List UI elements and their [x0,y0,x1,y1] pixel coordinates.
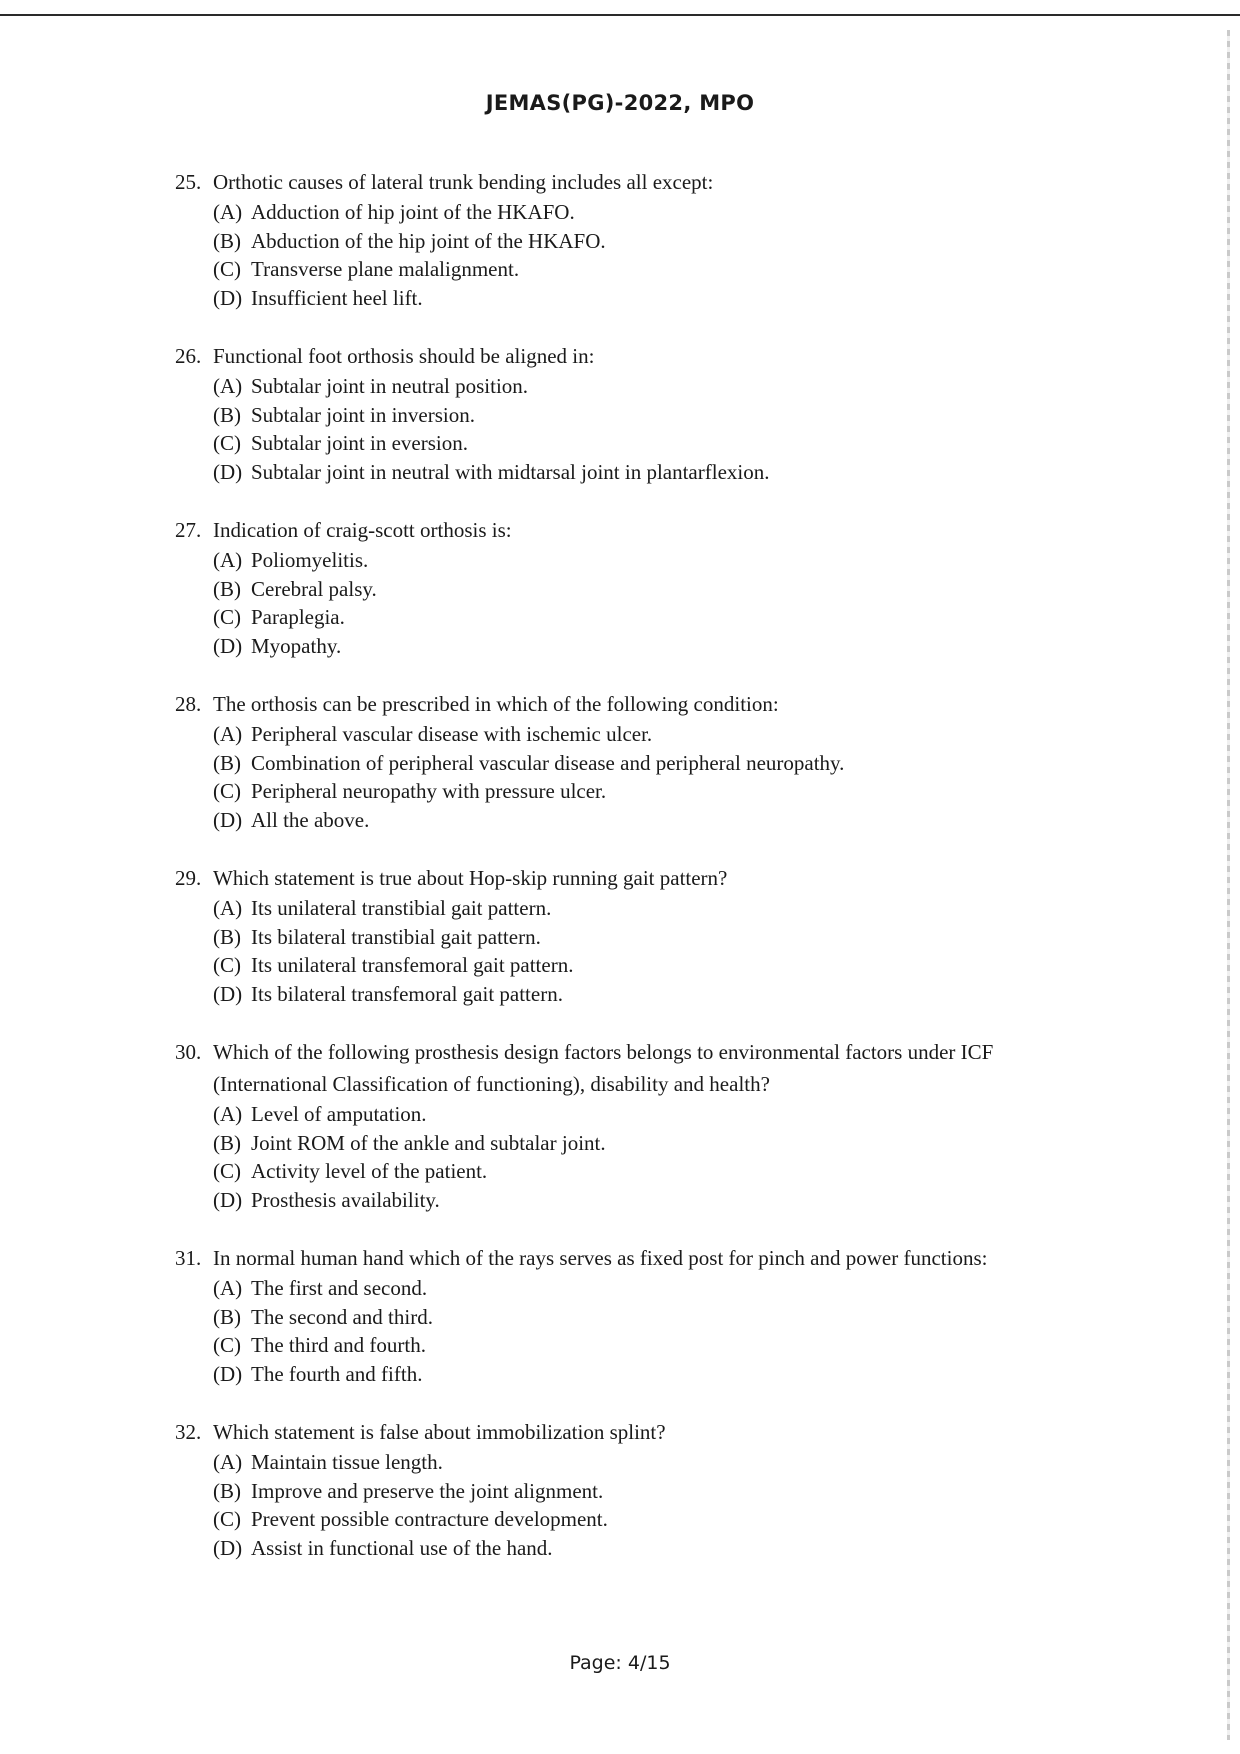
option-label: (C) [213,605,241,629]
option-label: (D) [213,1535,243,1560]
option-text: Subtalar joint in neutral with midtarsal joint in plantarflexion. [251,459,770,484]
option-text: Level of amputation. [251,1102,427,1126]
option-text: Improve and preserve the joint alignment. [251,1478,604,1503]
option-b [213,923,1075,952]
option-text: The first and second. [251,1276,428,1300]
option-text: Assist in functional use of the hand. [251,1535,553,1560]
option-a [213,372,1075,401]
option-c [213,1157,1075,1186]
option-a [213,1448,1075,1477]
option-list [213,720,1075,834]
option-text: Its unilateral transtibial gait pattern. [251,896,552,920]
question-number: 30. [175,1040,202,1064]
option-text: The third and fourth. [251,1333,426,1357]
option-text: Its unilateral transfemoral gait pattern. [251,953,574,977]
option-text: Subtalar joint in neutral position. [251,374,529,398]
option-c [213,429,1075,458]
question [175,688,1075,834]
question-stem [175,1242,1075,1274]
option-text: Prevent possible contracture development. [251,1507,608,1531]
option-label: (A) [213,722,243,746]
question [175,862,1075,1008]
top-rule [0,14,1240,16]
option-text: Transverse plane malalignment. [251,257,520,281]
scan-edge-artifact [1227,30,1230,1740]
option-c [213,603,1075,632]
question-stem [175,166,1075,198]
option-label: (D) [213,1187,243,1212]
question-stem [175,688,1075,720]
option-text: Subtalar joint in inversion. [251,402,475,427]
option-a [213,1274,1075,1303]
option-d [213,806,1075,835]
option-label: (C) [213,1333,241,1357]
question-stem [175,340,1075,372]
question-text: Functional foot orthosis should be aligned in: [213,344,595,368]
option-label: (B) [213,1304,241,1329]
option-text: All the above. [251,807,370,832]
option-d [213,980,1075,1009]
option-b [213,401,1075,430]
question-text: Which statement is true about Hop-skip running gait pattern? [213,866,728,890]
question-number: 32. [175,1420,202,1444]
question-list [175,166,1075,1590]
option-label: (A) [213,374,243,398]
option-list [213,1448,1075,1562]
option-list [213,894,1075,1008]
question-stem [175,514,1075,546]
question [175,1036,1075,1214]
question-stem [175,1416,1075,1448]
option-text: Cerebral palsy. [251,576,377,601]
question [175,340,1075,486]
option-text: Poliomyelitis. [251,548,369,572]
question-number: 25. [175,170,202,194]
question-number: 31. [175,1246,202,1270]
option-b [213,575,1075,604]
option-d [213,1534,1075,1563]
option-text: Abduction of the hip joint of the HKAFO. [251,228,606,253]
option-label: (C) [213,431,241,455]
option-label: (D) [213,285,243,310]
option-label: (B) [213,1478,241,1503]
option-label: (D) [213,633,243,658]
option-text: Prosthesis availability. [251,1187,440,1212]
question-text: Which statement is false about immobilization splint? [213,1420,666,1444]
option-c [213,777,1075,806]
question [175,1416,1075,1562]
option-text: Peripheral neuropathy with pressure ulcer. [251,779,607,803]
option-label: (D) [213,807,243,832]
option-d [213,1186,1075,1215]
option-b [213,227,1075,256]
option-c [213,255,1075,284]
question-text: Which of the following prosthesis design factors belongs to environmental factors under ICF (International Classification of functioning), disability and health? [213,1040,994,1096]
option-label: (A) [213,548,243,572]
option-a [213,1100,1075,1129]
option-text: Its bilateral transtibial gait pattern. [251,924,541,949]
option-c [213,951,1075,980]
question-text: Indication of craig-scott orthosis is: [213,518,512,542]
option-b [213,1129,1075,1158]
page-number: Page: 4/15 [569,1652,671,1674]
option-b [213,1477,1075,1506]
option-label: (C) [213,779,241,803]
option-c [213,1505,1075,1534]
question-number: 26. [175,344,202,368]
option-c [213,1331,1075,1360]
option-label: (A) [213,1102,243,1126]
option-label: (B) [213,228,241,253]
question-number: 29. [175,866,202,890]
option-d [213,284,1075,313]
option-label: (C) [213,1507,241,1531]
question-number: 27. [175,518,202,542]
option-list [213,546,1075,660]
page-title: JEMAS(PG)-2022, MPO [485,91,755,115]
option-label: (A) [213,896,243,920]
option-label: (C) [213,953,241,977]
option-text: Peripheral vascular disease with ischemic ulcer. [251,722,653,746]
option-label: (D) [213,1361,243,1386]
option-text: Combination of peripheral vascular disease and peripheral neuropathy. [251,750,845,775]
option-b [213,1303,1075,1332]
option-label: (D) [213,459,243,484]
question [175,166,1075,312]
option-label: (A) [213,1276,243,1300]
option-label: (A) [213,1450,243,1474]
question [175,514,1075,660]
option-a [213,198,1075,227]
option-a [213,720,1075,749]
option-text: The fourth and fifth. [251,1361,423,1386]
option-label: (D) [213,981,243,1006]
question-text: In normal human hand which of the rays serves as fixed post for pinch and power functions: [213,1246,988,1270]
option-list [213,1100,1075,1214]
question-number: 28. [175,692,202,716]
option-text: Maintain tissue length. [251,1450,443,1474]
option-b [213,749,1075,778]
option-label: (B) [213,1130,241,1155]
option-label: (B) [213,402,241,427]
question [175,1242,1075,1388]
option-text: Activity level of the patient. [251,1159,488,1183]
option-text: Paraplegia. [251,605,345,629]
option-label: (C) [213,1159,241,1183]
option-list [213,372,1075,486]
option-d [213,1360,1075,1389]
question-text: The orthosis can be prescribed in which of the following condition: [213,692,779,716]
option-text: Insufficient heel lift. [251,285,423,310]
question-text: Orthotic causes of lateral trunk bending includes all except: [213,170,714,194]
option-a [213,546,1075,575]
option-d [213,632,1075,661]
option-text: Adduction of hip joint of the HKAFO. [251,200,575,224]
option-a [213,894,1075,923]
option-label: (C) [213,257,241,281]
option-list [213,1274,1075,1388]
question-stem [175,862,1075,894]
option-text: Its bilateral transfemoral gait pattern. [251,981,563,1006]
option-text: Subtalar joint in eversion. [251,431,468,455]
option-label: (A) [213,200,243,224]
option-label: (B) [213,924,241,949]
option-text: Myopathy. [251,633,342,658]
option-d [213,458,1075,487]
option-text: Joint ROM of the ankle and subtalar joint. [251,1130,606,1155]
option-list [213,198,1075,312]
question-stem [175,1036,1075,1100]
option-label: (B) [213,576,241,601]
option-label: (B) [213,750,241,775]
option-text: The second and third. [251,1304,433,1329]
